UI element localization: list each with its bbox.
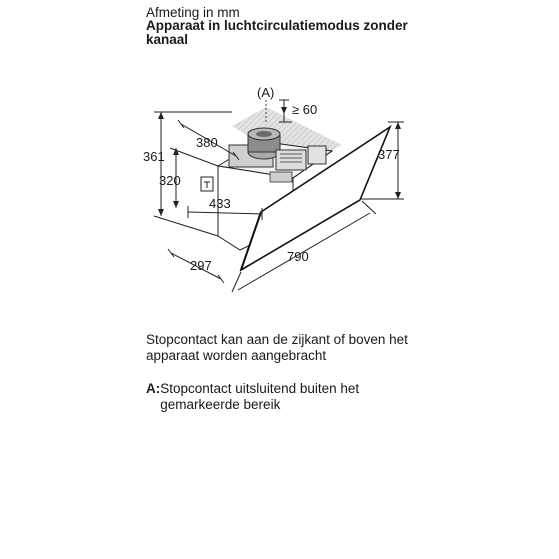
body-height-label: 320: [159, 173, 181, 188]
legend-key: A:: [146, 381, 161, 396]
chimney-width-label: 433: [209, 196, 231, 211]
glass-height-label: 377: [378, 147, 400, 162]
unit-note: Afmeting in mm: [146, 5, 240, 20]
callout-label: (A): [257, 85, 275, 100]
total-height-label: 361: [143, 149, 165, 164]
legend-text: Stopcontact uitsluitend buiten het gemarkeerde bereik: [160, 381, 360, 412]
base-depth-label: 297: [190, 258, 212, 273]
socket-note: Stopcontact kan aan de zijkant of boven het apparaat worden aangebracht: [146, 332, 408, 363]
legend: [146, 381, 426, 412]
socket-icon: [201, 177, 213, 191]
depth-top-label: 380: [196, 135, 218, 150]
glass-width-label: 790: [287, 249, 309, 264]
clearance-label: ≥ 60: [292, 102, 318, 117]
page-title: Apparaat in luchtcirculatiemodus zonder kanaal: [146, 18, 408, 47]
